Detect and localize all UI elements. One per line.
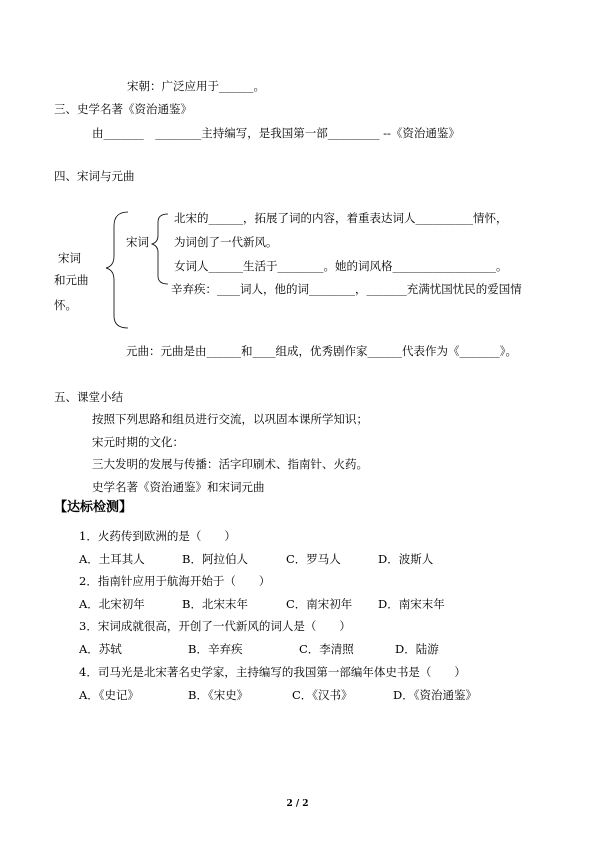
question-1: 1．火药传到欧洲的是（ ）: [79, 529, 236, 543]
songci-item-2: 为词创了一代新风。: [174, 235, 278, 249]
section3-line: 由_______ ________主持编写，是我国第一部_________ --《资治通鉴》: [92, 126, 460, 140]
q1-option-b: B．阿拉伯人: [182, 552, 248, 566]
songci-item-3: 女词人______生活于________。她的词风格__________________。: [174, 259, 508, 273]
q3-option-d: D．陆游: [395, 642, 439, 656]
q2-option-b: B．北宋末年: [182, 597, 248, 611]
section3-heading: 三、史学名著《资治通鉴》: [54, 102, 192, 116]
question-2: 2．指南针应用于航海开始于（ ）: [79, 574, 271, 588]
section5-heading: 五、课堂小结: [54, 390, 123, 404]
left-label-1: 宋词: [58, 251, 81, 265]
left-label-3: 怀。: [54, 298, 77, 312]
yuanqu-line: 元曲：元曲是由______和____组成，优秀剧作家______代表作为《_______》。: [126, 344, 517, 358]
section5-line-2: 宋元时期的文化：: [92, 435, 184, 449]
quiz-heading: 【达标检测】: [54, 500, 133, 515]
section5-line-3: 三大发明的发展与传播：活字印刷术、指南针、火药。: [92, 457, 368, 471]
q1-option-a: A．土耳其人: [79, 552, 145, 566]
q4-option-d: D．《资治通鉴》: [393, 688, 477, 702]
left-label-2: 和元曲: [54, 273, 89, 287]
q4-option-c: C．《汉书》: [292, 688, 353, 702]
song-usage-line: 宋朝：广泛应用于______。: [127, 79, 265, 93]
page-number: 2 / 2: [286, 799, 309, 809]
q1-option-d: D．波斯人: [378, 552, 434, 566]
songci-item-1: 北宋的______，拓展了词的内容，着重表达词人__________情怀，: [174, 211, 508, 225]
songci-label: 宋词: [126, 235, 149, 249]
q4-option-b: B．《宋史》: [188, 688, 249, 702]
q3-option-b: B．辛弃疾: [188, 642, 243, 656]
question-4: 4．司马光是北宋著名史学家，主持编写的我国第一部编年体史书是（ ）: [79, 665, 466, 679]
q3-option-a: A．苏轼: [79, 642, 122, 656]
q1-option-c: C．罗马人: [286, 552, 341, 566]
q2-option-c: C．南宋初年: [286, 597, 353, 611]
q2-option-d: D．南宋末年: [378, 597, 445, 611]
q2-option-a: A．北宋初年: [79, 597, 145, 611]
songci-item-4: 辛弃疾：____词人，他的词________，_______充满忧国忧民的爱国情: [171, 282, 522, 296]
question-3: 3．宋词成就很高，开创了一代新风的词人是（ ）: [79, 619, 351, 633]
section5-line-1: 按照下列思路和组员进行交流，以巩固本课所学知识；: [92, 412, 368, 426]
q3-option-c: C．李清照: [299, 642, 354, 656]
section5-line-4: 史学名著《资治通鉴》和宋词元曲: [92, 480, 265, 494]
section4-heading: 四、宋词与元曲: [54, 169, 135, 183]
q4-option-a: A．《史记》: [79, 688, 140, 702]
